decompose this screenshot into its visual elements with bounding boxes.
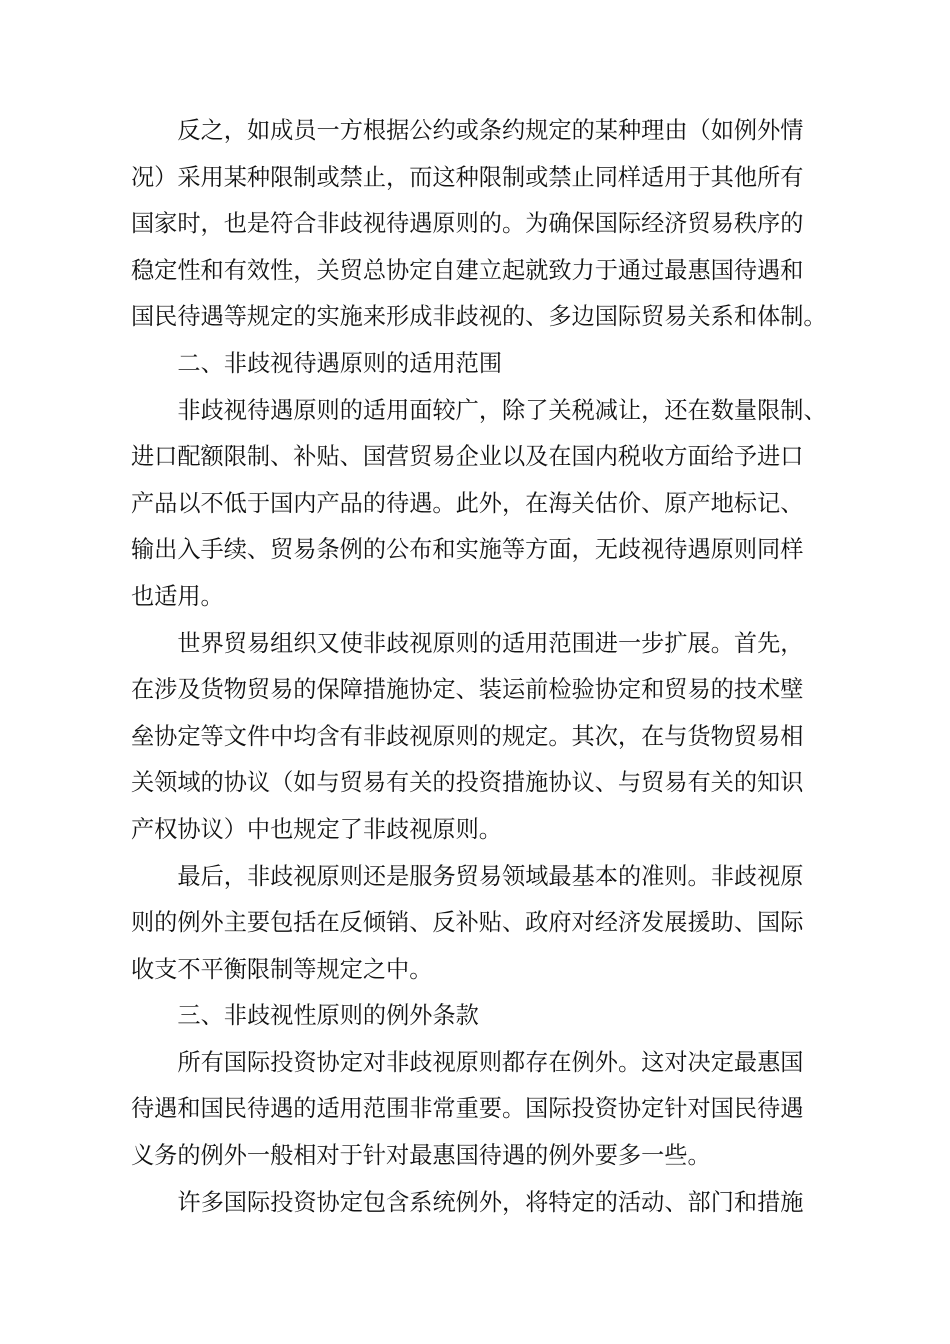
section-heading-2 xyxy=(131,341,831,388)
text-line: 进口配额限制、补贴、国营贸易企业以及在国内税收方面给予进口 xyxy=(131,443,804,471)
paragraph-2 xyxy=(131,388,831,621)
heading-text: 三、非歧视性原则的例外条款 xyxy=(177,1002,479,1030)
text-line: 稳定性和有效性，关贸总协定自建立起就致力于通过最惠国待遇和 xyxy=(131,256,804,284)
text-line: 义务的例外一般相对于针对最惠国待遇的例外要多一些。 xyxy=(131,1142,711,1170)
text-line: 也适用。 xyxy=(131,582,224,610)
text-line: 产品以不低于国内产品的待遇。此外，在海关估价、原产地标记、 xyxy=(131,489,804,517)
paragraph-6 xyxy=(131,1180,831,1227)
text-line: 国家时，也是符合非歧视待遇原则的。为确保国际经济贸易秩序的 xyxy=(131,210,804,238)
text-line: 则的例外主要包括在反倾销、反补贴、政府对经济发展援助、国际 xyxy=(131,909,804,937)
text-line: 世界贸易组织又使非歧视原则的适用范围进一步扩展。首先， xyxy=(177,629,804,657)
text-line: 收支不平衡限制等规定之中。 xyxy=(131,955,433,983)
text-line: 况）采用某种限制或禁止，而这种限制或禁止同样适用于其他所有 xyxy=(131,163,804,191)
text-line: 国民待遇等规定的实施来形成非歧视的、多边国际贸易关系和体制。 xyxy=(131,303,827,331)
text-line: 垒协定等文件中均含有非歧视原则的规定。其次，在与货物贸易相 xyxy=(131,722,804,750)
text-line: 关领域的协议（如与贸易有关的投资措施协议、与贸易有关的知识 xyxy=(131,769,804,797)
section-heading-3 xyxy=(131,993,831,1040)
document-body xyxy=(131,108,831,1226)
text-line: 在涉及货物贸易的保障措施协定、装运前检验协定和贸易的技术壁 xyxy=(131,676,804,704)
text-line: 所有国际投资协定对非歧视原则都存在例外。这对决定最惠国 xyxy=(177,1048,804,1076)
paragraph-4 xyxy=(131,854,831,994)
text-line: 反之，如成员一方根据公约或条约规定的某种理由（如例外情 xyxy=(177,117,804,144)
heading-text: 二、非歧视待遇原则的适用范围 xyxy=(177,349,503,377)
text-line: 输出入手续、贸易条例的公布和实施等方面，无歧视待遇原则同样 xyxy=(131,536,804,564)
paragraph-1 xyxy=(131,108,831,341)
text-line: 非歧视待遇原则的适用面较广，除了关税减让，还在数量限制、 xyxy=(177,396,827,424)
text-line: 产权协议）中也规定了非歧视原则。 xyxy=(131,815,502,843)
paragraph-3 xyxy=(131,621,831,854)
text-line: 最后，非歧视原则还是服务贸易领域最基本的准则。非歧视原 xyxy=(177,862,804,890)
text-line: 待遇和国民待遇的适用范围非常重要。国际投资协定针对国民待遇 xyxy=(131,1095,804,1123)
text-line: 许多国际投资协定包含系统例外，将特定的活动、部门和措施 xyxy=(177,1188,804,1216)
paragraph-5 xyxy=(131,1040,831,1180)
